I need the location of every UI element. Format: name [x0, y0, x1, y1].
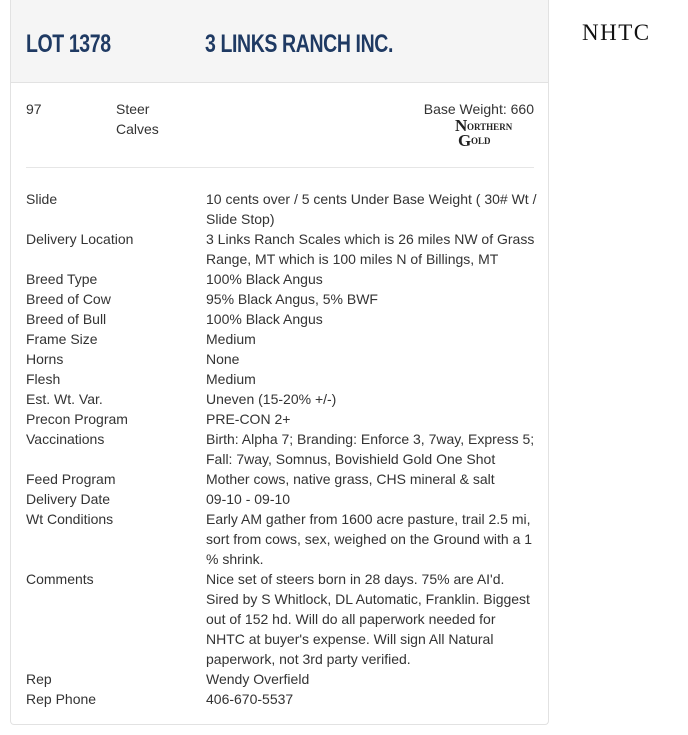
detail-row — [26, 429, 538, 469]
lot-details — [26, 189, 538, 709]
sex-line-1: Steer — [116, 101, 150, 117]
detail-value: Nice set of steers born in 28 days. 75% are AI'd. Sired by S Whitlock, DL Automatic, Franklin. Biggest out of 152 hd. Will do all paperwork needed for NHTC at buyer's expense. Will sign All Natural paperwork, not 3rd party verified. — [206, 571, 530, 667]
detail-label: Breed of Cow — [26, 291, 111, 307]
detail-label: Rep — [26, 671, 52, 687]
detail-label: Precon Program — [26, 411, 128, 427]
svg-text:ORTHERN: ORTHERN — [467, 122, 513, 132]
detail-label: Frame Size — [26, 331, 98, 347]
detail-row — [26, 289, 538, 309]
detail-value: PRE-CON 2+ — [206, 411, 291, 427]
detail-row — [26, 309, 538, 329]
detail-row — [26, 269, 538, 289]
detail-value: 100% Black Angus — [206, 271, 323, 287]
detail-row — [26, 229, 538, 269]
base-weight: Base Weight: 660 — [423, 101, 534, 117]
sex-line-2: Calves — [116, 121, 159, 137]
detail-label: Breed of Bull — [26, 311, 107, 327]
detail-label: Breed Type — [26, 271, 98, 287]
detail-value: Wendy Overfield — [206, 671, 310, 687]
detail-value: 100% Black Angus — [206, 311, 323, 327]
detail-label: Delivery Location — [26, 231, 134, 247]
svg-text:OLD: OLD — [471, 136, 491, 146]
svg-text:N: N — [455, 119, 468, 135]
detail-label: Wt Conditions — [26, 511, 114, 527]
sex-description — [116, 99, 159, 139]
lot-card — [10, 0, 549, 725]
detail-row — [26, 189, 538, 229]
detail-value: Early AM gather from 1600 acre pasture, trail 2.5 mi, sort from cows, sex, weighed on the Ground with a 1 % shrink. — [206, 511, 533, 567]
detail-label: Est. Wt. Var. — [26, 391, 103, 407]
lot-number: LOT 1378 — [26, 30, 111, 58]
detail-label: Delivery Date — [26, 491, 111, 507]
detail-value: Medium — [206, 371, 256, 387]
detail-label: Vaccinations — [26, 431, 105, 447]
lot-header — [11, 0, 548, 83]
lot-summary — [11, 83, 548, 169]
detail-value: Medium — [206, 331, 256, 347]
northern-gold-logo — [454, 119, 534, 147]
detail-label: Flesh — [26, 371, 61, 387]
detail-label: Rep Phone — [26, 691, 97, 707]
detail-value: 95% Black Angus, 5% BWF — [206, 291, 378, 307]
detail-value: 406-670-5537 — [206, 691, 294, 707]
detail-label: Slide — [26, 191, 58, 207]
summary-divider — [26, 167, 534, 168]
detail-value: None — [206, 351, 240, 367]
detail-value: 09-10 - 09-10 — [206, 491, 291, 507]
detail-row — [26, 689, 538, 709]
head-count: 97 — [26, 101, 42, 117]
detail-value: 10 cents over / 5 cents Under Base Weight ( 30# Wt / Slide Stop) — [206, 191, 537, 227]
detail-row — [26, 349, 538, 369]
detail-row — [26, 369, 538, 389]
nhtc-brand: NHTC — [582, 20, 651, 45]
detail-value: Mother cows, native grass, CHS mineral & salt — [206, 471, 495, 487]
detail-row — [26, 669, 538, 689]
detail-row — [26, 389, 538, 409]
detail-row — [26, 469, 538, 489]
detail-label: Feed Program — [26, 471, 116, 487]
consignor-name: 3 LINKS RANCH INC. — [205, 30, 393, 58]
detail-value: Birth: Alpha 7; Branding: Enforce 3, 7way, Express 5; Fall: 7way, Somnus, Bovishield Gold One Shot — [206, 431, 535, 467]
detail-value: 3 Links Ranch Scales which is 26 miles NW of Grass Range, MT which is 100 miles N of Billings, MT — [206, 231, 535, 267]
detail-row — [26, 489, 538, 509]
detail-row — [26, 409, 538, 429]
detail-row — [26, 329, 538, 349]
detail-label: Horns — [26, 351, 64, 367]
detail-row — [26, 569, 538, 669]
detail-label: Comments — [26, 571, 94, 587]
detail-value: Uneven (15-20% +/-) — [206, 391, 337, 407]
detail-row — [26, 509, 538, 569]
svg-text:G: G — [458, 131, 472, 147]
